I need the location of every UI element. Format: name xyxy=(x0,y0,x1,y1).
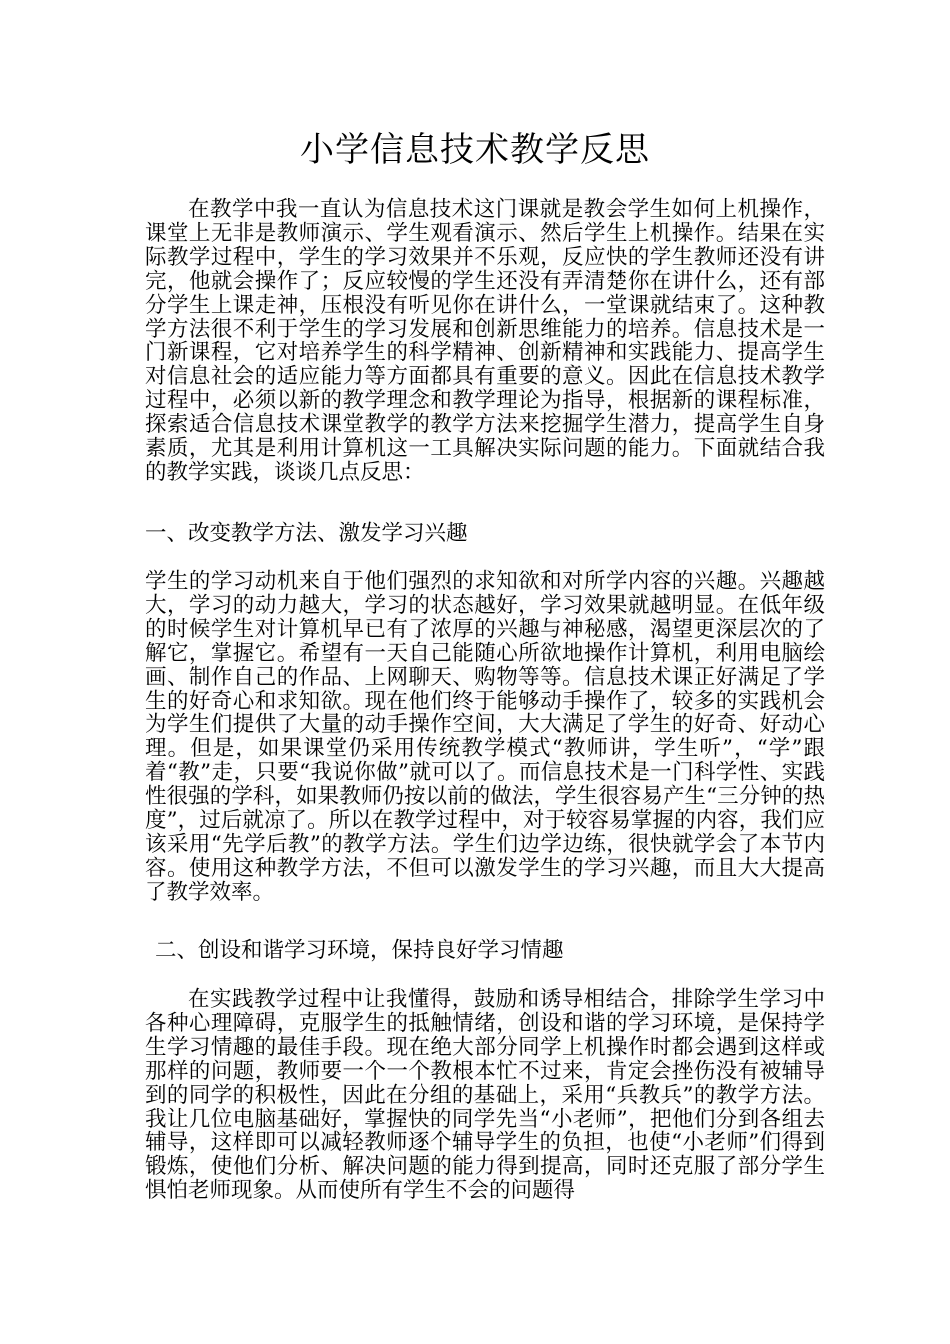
section-2-heading: 二、创设和谐学习环境，保持良好学习情趣 xyxy=(155,938,564,963)
section-2-paragraph: 在实践教学过程中让我懂得，鼓励和诱导相结合，排除学生学习中各种心理障碍，克服学生的抵触情绪，创设和谐的学习环境，是保持学生学习情趣的最佳手段。现在绝大部分同学上机操作时都会遇到这样或那样的问题，教师要一个一个教根本忙不过来，肯定会挫伤没有被辅导到的同学的积极性，因此在分组的基础上，采用“兵教兵”的教学方法。我让几位电脑基础好，掌握快的同学先当“小老师”，把他们分到各组去辅导，这样即可以减轻教师逐个辅导学生的负担，也使“小老师”们得到锻炼，使他们分析、解决问题的能力得到提高，同时还克服了部分学生惧怕老师现象。从而使所有学生不会的问题得 xyxy=(145,987,825,1204)
section-1-heading: 一、改变教学方法、激发学习兴趣 xyxy=(145,521,468,546)
section-1-paragraph: 学生的学习动机来自于他们强烈的求知欲和对所学内容的兴趣。兴趣越大，学习的动力越大，学习的状态越好，学习效果就越明显。在低年级的时候学生对计算机早已有了浓厚的兴趣与神秘感，渴望更深层次的了解它，掌握它。希望有一天自己能随心所欲地操作计算机，利用电脑绘画、制作自己的作品、上网聊天、购物等等。信息技术课正好满足了学生的好奇心和求知欲。现在他们终于能够动手操作了，较多的实践机会为学生们提供了大量的动手操作空间，大大满足了学生的好奇、好动心理。但是，如果课堂仍采用传统教学模式“教师讲，学生听”，“学”跟着“教”走，只要“我说你做”就可以了。而信息技术是一门科学性、实践性很强的学科，如果教师仍按以前的做法，学生很容易产生“三分钟的热度”，过后就凉了。所以在教学过程中，对于较容易掌握的内容，我们应该采用“先学后教”的教学方法。学生们边学边练，很快就学会了本节内容。使用这种教学方法，不但可以激发学生的学习兴趣，而且大大提高了教学效率。 xyxy=(145,569,825,905)
document-title: 小学信息技术教学反思 xyxy=(300,130,650,170)
intro-paragraph: 在教学中我一直认为信息技术这门课就是教会学生如何上机操作，课堂上无非是教师演示、学生观看演示、然后学生上机操作。结果在实际教学过程中，学生的学习效果并不乐观，反应快的学生教师还没有讲完，他就会操作了；反应较慢的学生还没有弄清楚你在讲什么，还有部分学生上课走神，压根没有听见你在讲什么，一堂课就结束了。这种教学方法很不利于学生的学习发展和创新思维能力的培养。信息技术是一门新课程，它对培养学生的科学精神、创新精神和实践能力、提高学生对信息社会的适应能力等方面都具有重要的意义。因此在信息技术教学过程中，必须以新的教学理念和教学理论为指导，根据新的课程标准，探索适合信息技术课堂教学的教学方法来挖掘学生潜力，提高学生自身素质，尤其是利用计算机这一工具解决实际问题的能力。下面就结合我的教学实践，谈谈几点反思： xyxy=(145,197,825,485)
